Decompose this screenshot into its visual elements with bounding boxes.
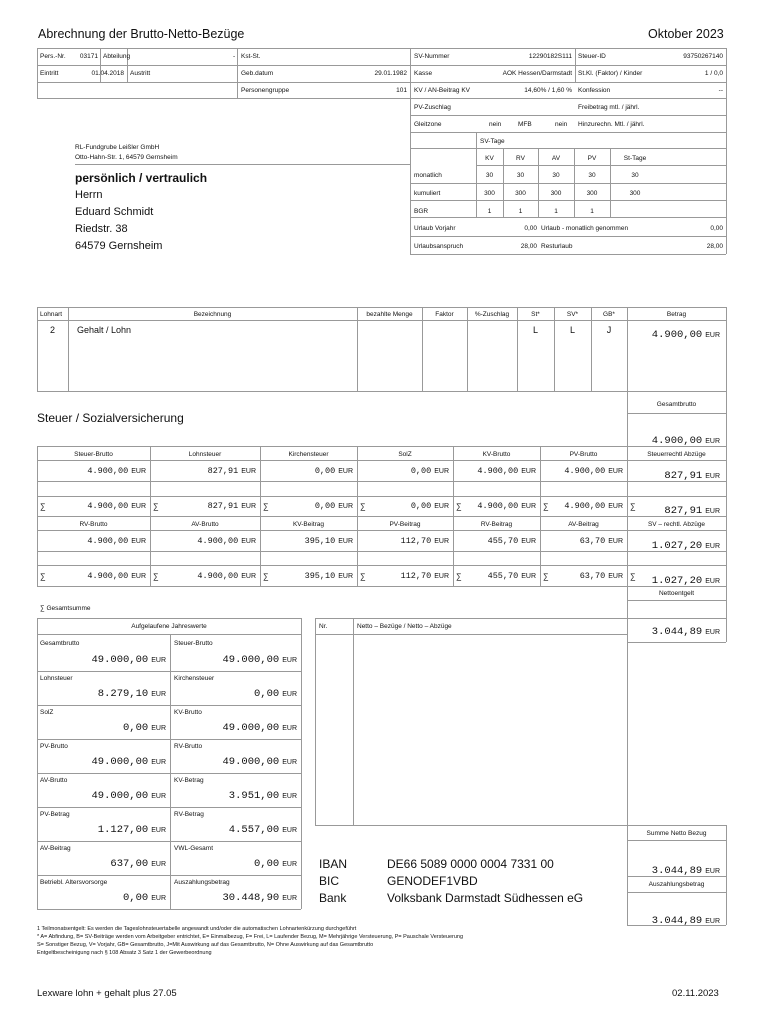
mfb: nein bbox=[555, 121, 568, 128]
value-text: 49.000,00 bbox=[91, 790, 149, 802]
value-text: 4.900,00 bbox=[87, 501, 129, 511]
sigma-icon: ∑ bbox=[456, 572, 462, 581]
currency-label: EUR bbox=[282, 793, 297, 800]
pv-zuschlag-label: PV-Zuschlag bbox=[414, 104, 451, 111]
sv-header: AV-Brutto bbox=[191, 521, 219, 528]
jahreswert-value bbox=[40, 824, 166, 836]
netto-bezuege-header: Netto – Bezüge / Netto – Abzüge bbox=[357, 623, 452, 630]
value-text: 0,00 bbox=[410, 466, 432, 476]
jahreswert-label: KV-Betrag bbox=[174, 777, 204, 784]
stkl-label: St.Kl. (Faktor) / Kinder bbox=[578, 70, 643, 77]
jahreswert-value bbox=[174, 688, 297, 700]
steuer-header: Steuer-Brutto bbox=[74, 451, 113, 458]
resturlaub: 28,00 bbox=[706, 243, 723, 250]
sv-value bbox=[263, 536, 353, 546]
lohn-header-faktor: Faktor bbox=[435, 311, 454, 318]
resturlaub-label: Resturlaub bbox=[541, 243, 573, 250]
jahreswert-label: VWL-Gesamt bbox=[174, 845, 214, 852]
jahreswert-value bbox=[174, 756, 297, 768]
sv-col-kv: KV bbox=[485, 155, 494, 162]
value-text: 4.900,00 bbox=[564, 501, 606, 511]
jahreswert-label: Steuer-Brutto bbox=[174, 640, 213, 647]
jahreswert-label: Gesamtbrutto bbox=[40, 640, 80, 647]
sv-value bbox=[360, 536, 449, 546]
sv-row-value: 30 bbox=[631, 172, 639, 179]
jahreswert-value bbox=[40, 790, 166, 802]
sv-row-value: 300 bbox=[586, 190, 598, 197]
sigma-icon: ∑ bbox=[263, 502, 269, 511]
sv-row-value: 30 bbox=[552, 172, 560, 179]
lohn-header-zuschlag: %-Zuschlag bbox=[474, 311, 510, 318]
value-text: 4.900,00 bbox=[197, 571, 239, 581]
steuer-section-title: Steuer / Sozialversicherung bbox=[37, 411, 184, 425]
jahreswert-label: KV-Brutto bbox=[174, 709, 202, 716]
gesamtbrutto-label: Gesamtbrutto bbox=[656, 401, 697, 408]
gebdatum: 29.01.1982 bbox=[374, 70, 407, 77]
value-text: 827,91 bbox=[207, 466, 239, 476]
sigma-icon: ∑ bbox=[40, 502, 46, 511]
value-text: 0,00 bbox=[123, 722, 149, 734]
kasse-label: Kasse bbox=[414, 70, 433, 77]
summe-netto bbox=[630, 860, 720, 878]
value-text: 4.900,00 bbox=[87, 536, 129, 546]
jahreswert-label: Betriebl. Altersvorsorge bbox=[40, 879, 108, 886]
jahreswert-label: Kirchensteuer bbox=[174, 675, 215, 682]
currency-label: EUR bbox=[131, 468, 146, 475]
stkl: 1 / 0,0 bbox=[704, 70, 723, 77]
sv-value bbox=[40, 536, 146, 546]
jahreswert-value bbox=[40, 654, 166, 666]
sigma-icon: ∑ bbox=[153, 572, 159, 581]
currency-label: EUR bbox=[282, 691, 297, 698]
sv-header: RV-Beitrag bbox=[480, 521, 513, 528]
salutation: Herrn bbox=[75, 189, 103, 201]
steuer-sum bbox=[370, 501, 449, 511]
jahreswert-value bbox=[174, 790, 297, 802]
lohn-header-lohnart: Lohnart bbox=[40, 311, 63, 318]
value-text: 4.900,00 bbox=[87, 466, 129, 476]
eintritt-label: Eintritt bbox=[40, 70, 59, 77]
iban: DE66 5089 0000 0004 7331 00 bbox=[387, 857, 554, 871]
currency-label: EUR bbox=[705, 629, 720, 636]
steuer-sum bbox=[273, 501, 353, 511]
value-text: 827,91 bbox=[207, 501, 239, 511]
nettoentgelt bbox=[630, 621, 720, 639]
kv-label: KV / AN-Beitrag KV bbox=[414, 87, 470, 94]
recipient-street: Riedstr. 38 bbox=[75, 223, 128, 235]
urlaubsanspruch-label: Urlaubsanspruch bbox=[414, 243, 464, 250]
sv-col-st-tage: St-Tage bbox=[623, 155, 647, 162]
lohn-header-bezeichnung: Bezeichnung bbox=[193, 311, 232, 318]
steuer-id: 93750267140 bbox=[683, 53, 723, 60]
currency-label: EUR bbox=[521, 538, 536, 545]
jahreswert-value bbox=[40, 756, 166, 768]
sv-sum bbox=[50, 571, 146, 581]
currency-label: EUR bbox=[151, 759, 166, 766]
currency-label: EUR bbox=[282, 725, 297, 732]
sigma-icon: ∑ bbox=[630, 502, 636, 511]
sv-row-label: monatlich bbox=[414, 172, 442, 179]
sv-row-value: 30 bbox=[485, 172, 494, 179]
bic-label: BIC bbox=[319, 874, 340, 888]
currency-label: EUR bbox=[282, 861, 297, 868]
sv-value bbox=[153, 536, 256, 546]
sv-header: RV-Brutto bbox=[79, 521, 108, 528]
kasse: AOK Hessen/Darmstadt bbox=[502, 70, 572, 77]
lohn-header-gb: GB* bbox=[603, 311, 615, 318]
lohn-row-st: L bbox=[532, 325, 538, 335]
jahreswert-value bbox=[174, 892, 297, 904]
value-text: 49.000,00 bbox=[91, 654, 149, 666]
eintritt: 01.04.2018 bbox=[91, 70, 124, 77]
jahreswert-label: Lohnsteuer bbox=[40, 675, 73, 682]
sv-value bbox=[543, 536, 623, 546]
sv-row-value: 300 bbox=[484, 190, 495, 197]
value-text: 3.044,89 bbox=[651, 626, 703, 638]
currency-label: EUR bbox=[241, 573, 256, 580]
jahreswert-label: PV-Brutto bbox=[40, 743, 68, 750]
steuer-header: Kirchensteuer bbox=[288, 451, 329, 458]
currency-label: EUR bbox=[705, 918, 720, 925]
currency-label: EUR bbox=[705, 438, 720, 445]
value-text: 395,10 bbox=[304, 536, 336, 546]
sv-row-value: 1 bbox=[554, 208, 558, 215]
steuer-sum bbox=[50, 501, 146, 511]
value-text: 637,00 bbox=[110, 858, 149, 870]
sigma-icon: ∑ bbox=[40, 572, 46, 581]
value-text: 0,00 bbox=[314, 466, 336, 476]
sigma-icon: ∑ bbox=[543, 502, 549, 511]
currency-label: EUR bbox=[151, 657, 166, 664]
sv-row-value: 300 bbox=[550, 190, 562, 197]
sv-value bbox=[456, 536, 536, 546]
value-text: 112,70 bbox=[400, 571, 432, 581]
urlaub-genommen-label: Urlaub - monatlich genommen bbox=[541, 225, 629, 232]
sv-row-value: 1 bbox=[590, 208, 594, 215]
steuer-header: PV-Brutto bbox=[569, 451, 598, 458]
currency-label: EUR bbox=[282, 657, 297, 664]
value-text: 0,00 bbox=[123, 892, 149, 904]
sigma-icon: ∑ bbox=[153, 502, 159, 511]
sv-sum bbox=[370, 571, 449, 581]
sv-row-value: 30 bbox=[516, 172, 525, 179]
value-text: 0,00 bbox=[410, 501, 432, 511]
jahreswert-value bbox=[40, 722, 166, 734]
sv-sum-total bbox=[640, 570, 720, 588]
value-text: 0,00 bbox=[254, 688, 280, 700]
sigma-icon: ∑ bbox=[360, 572, 366, 581]
currency-label: EUR bbox=[282, 759, 297, 766]
lohn-header-betrag: Betrag bbox=[666, 311, 687, 318]
sv-header: SV – rechtl. Abzüge bbox=[647, 521, 706, 528]
jahreswert-value bbox=[40, 688, 166, 700]
jahreswert-value bbox=[174, 722, 297, 734]
steuer-id-label: Steuer-ID bbox=[578, 53, 606, 60]
lohn-row-lohnart: 2 bbox=[49, 325, 55, 335]
sv-row-value: 1 bbox=[487, 208, 492, 215]
currency-label: EUR bbox=[282, 895, 297, 902]
summe-netto-label: Summe Netto Bezug bbox=[646, 830, 707, 837]
bank-label: Bank bbox=[319, 891, 347, 905]
jahreswert-label: RV-Betrag bbox=[174, 811, 204, 818]
value-text: 30.448,90 bbox=[222, 892, 280, 904]
currency-label: EUR bbox=[338, 468, 353, 475]
hinzurechn-label: Hinzurechn. Mtl. / jährl. bbox=[578, 121, 645, 128]
print-date: 02.11.2023 bbox=[672, 988, 719, 999]
pers-nr-label: Pers.-Nr. bbox=[40, 53, 66, 60]
sv-col-av: AV bbox=[551, 155, 561, 162]
currency-label: EUR bbox=[151, 691, 166, 698]
value-text: 4.900,00 bbox=[477, 501, 519, 511]
lohn-row-bezeichnung: Gehalt / Lohn bbox=[77, 325, 132, 335]
sv-row-value: 1 bbox=[518, 208, 523, 215]
jahreswert-label: SolZ bbox=[40, 709, 54, 716]
currency-label: EUR bbox=[151, 895, 166, 902]
jahreswert-value bbox=[174, 654, 297, 666]
sv-row-label: kumuliert bbox=[414, 190, 441, 197]
jahreswert-label: PV-Betrag bbox=[40, 811, 70, 818]
lohn-header-menge: bezahlte Menge bbox=[366, 311, 413, 318]
currency-label: EUR bbox=[608, 573, 623, 580]
currency-label: EUR bbox=[131, 573, 146, 580]
currency-label: EUR bbox=[282, 827, 297, 834]
value-text: 63,70 bbox=[579, 536, 606, 546]
value-text: 4.557,00 bbox=[228, 824, 280, 836]
steuer-value bbox=[543, 466, 623, 476]
lohn-row-gb: J bbox=[606, 325, 612, 335]
sv-row-value: 300 bbox=[629, 190, 641, 197]
jahreswert-value bbox=[40, 892, 166, 904]
jahreswert-label: RV-Brutto bbox=[174, 743, 203, 750]
value-text: 3.044,89 bbox=[651, 915, 703, 927]
steuer-value bbox=[456, 466, 536, 476]
netto-nr-header: Nr. bbox=[319, 623, 328, 630]
auszahlungsbetrag bbox=[630, 910, 720, 928]
currency-label: EUR bbox=[338, 538, 353, 545]
steuer-value bbox=[263, 466, 353, 476]
currency-label: EUR bbox=[705, 473, 720, 480]
steuer-value bbox=[153, 466, 256, 476]
sv-sum bbox=[553, 571, 623, 581]
value-text: 1.027,20 bbox=[651, 540, 703, 552]
sv-nummer: 12290182S111 bbox=[528, 53, 572, 60]
sv-rechtl-abzuege bbox=[630, 535, 720, 553]
value-text: 63,70 bbox=[579, 571, 606, 581]
jahreswert-label: AV-Beitrag bbox=[40, 845, 71, 852]
value-text: 49.000,00 bbox=[222, 654, 280, 666]
value-text: 3.044,89 bbox=[651, 865, 703, 877]
value-text: 455,70 bbox=[487, 536, 519, 546]
steuer-sum bbox=[163, 501, 256, 511]
value-text: 0,00 bbox=[254, 858, 280, 870]
gesamtbrutto-value: 4.900,00 bbox=[651, 435, 703, 447]
value-text: 112,70 bbox=[400, 536, 432, 546]
software-label: Lexware lohn + gehalt plus 27.05 bbox=[37, 988, 177, 999]
currency-label: EUR bbox=[151, 827, 166, 834]
currency-label: EUR bbox=[434, 503, 449, 510]
konfession-label: Konfession bbox=[578, 87, 611, 94]
currency-label: EUR bbox=[151, 861, 166, 868]
value-text: 1.127,00 bbox=[97, 824, 149, 836]
currency-label: EUR bbox=[608, 503, 623, 510]
currency-label: EUR bbox=[151, 793, 166, 800]
footnote-line: Entgeltbescheinigung nach § 108 Absatz 3 Satz 1 der Gewerbeordnung bbox=[37, 950, 212, 956]
steuer-sum-total bbox=[640, 500, 720, 518]
urlaub-vorjahr-label: Urlaub Vorjahr bbox=[414, 225, 456, 232]
sender-line2: Otto-Hahn-Str. 1, 64579 Gernsheim bbox=[75, 154, 178, 161]
personengruppe-label: Personengruppe bbox=[241, 87, 290, 94]
lohn-row-betrag bbox=[630, 324, 720, 342]
sv-col-pv: PV bbox=[587, 155, 597, 162]
sender-line1: RL-Fundgrube Leißler GmbH bbox=[75, 144, 160, 151]
steuer-header: Steuerrechtl Abzüge bbox=[647, 451, 706, 458]
sv-sum bbox=[273, 571, 353, 581]
currency-label: EUR bbox=[608, 538, 623, 545]
value-text: 4.900,00 bbox=[87, 571, 129, 581]
austritt-label: Austritt bbox=[130, 70, 151, 77]
footnote-line: S= Sonstiger Bezug, V= Vorjahr, GB= Gesamtbrutto, J=Mit Auswirkung auf das Gesamtbrutto, N= Ohne Auswirkung auf das Gesamtbrutto bbox=[37, 942, 374, 948]
sigma-icon: ∑ bbox=[543, 572, 549, 581]
period: Oktober 2023 bbox=[648, 27, 724, 41]
sv-sum bbox=[466, 571, 536, 581]
currency-label: EUR bbox=[241, 538, 256, 545]
jahreswert-value bbox=[174, 858, 297, 870]
currency-label: EUR bbox=[131, 503, 146, 510]
document-title: Abrechnung der Brutto-Netto-Bezüge bbox=[38, 27, 245, 41]
currency-label: EUR bbox=[241, 468, 256, 475]
gebdatum-label: Geb.datum bbox=[241, 70, 274, 77]
lohn-row-sv: L bbox=[569, 325, 575, 335]
sv-col-rv: RV bbox=[516, 155, 525, 162]
currency-label: EUR bbox=[521, 573, 536, 580]
sigma-icon: ∑ bbox=[456, 502, 462, 511]
currency-label: EUR bbox=[338, 573, 353, 580]
currency-label: EUR bbox=[705, 543, 720, 550]
sv-header: PV-Beitrag bbox=[389, 521, 421, 528]
footnote-line: * A= Abfindung, B= SV-Beiträge werden vom Arbeitgeber entrichtet, E= Einmalbezug, F= Frei, L= Laufender Bezug, M= Mehrjährige Versteuerung, P= Pauschale Versteuerung bbox=[37, 934, 464, 940]
kv-value: 14,60% / 1,60 % bbox=[524, 87, 572, 94]
value-text: 455,70 bbox=[487, 571, 519, 581]
value-text: 49.000,00 bbox=[91, 756, 149, 768]
personengruppe: 101 bbox=[396, 87, 407, 94]
currency-label: EUR bbox=[521, 503, 536, 510]
value-text: 827,91 bbox=[664, 470, 703, 482]
currency-label: EUR bbox=[705, 508, 720, 515]
value-text: 49.000,00 bbox=[222, 722, 280, 734]
freibetrag-label: Freibetrag mtl. / jährl. bbox=[578, 104, 640, 111]
recipient-name: Eduard Schmidt bbox=[75, 206, 154, 218]
steuer-sum bbox=[466, 501, 536, 511]
sigma-icon: ∑ bbox=[630, 572, 636, 581]
iban-label: IBAN bbox=[319, 857, 348, 871]
jahreswert-value bbox=[174, 824, 297, 836]
gleitzone: nein bbox=[489, 121, 502, 128]
steuer-header: KV-Brutto bbox=[482, 451, 511, 458]
value-text: 4.900,00 bbox=[564, 466, 606, 476]
sv-tage-label: SV-Tage bbox=[480, 138, 505, 145]
currency-label: EUR bbox=[434, 468, 449, 475]
abteilung-label: Abteilung bbox=[103, 53, 131, 60]
sv-sum bbox=[163, 571, 256, 581]
sigma-icon: ∑ bbox=[360, 502, 366, 511]
urlaubsanspruch: 28,00 bbox=[520, 243, 537, 250]
value-text: 4.900,00 bbox=[197, 536, 239, 546]
konfession: -- bbox=[718, 87, 723, 94]
jahreswert-label: AV-Brutto bbox=[40, 777, 68, 784]
value-text: 8.279,10 bbox=[97, 688, 149, 700]
lohn-header-sv: SV* bbox=[566, 311, 579, 318]
pers-nr: 03171 bbox=[79, 53, 98, 60]
steuer-sum bbox=[553, 501, 623, 511]
steuerrechtl-abzuege bbox=[630, 465, 720, 483]
jahreswert-label: Auszahlungsbetrag bbox=[174, 879, 230, 886]
gleitzone-label: Gleitzone bbox=[414, 121, 442, 128]
nettoentgelt-label: Nettoentgelt bbox=[658, 590, 695, 597]
confidential-note: persönlich / vertraulich bbox=[75, 171, 208, 185]
sigma-icon: ∑ bbox=[263, 572, 269, 581]
value-text: 0,00 bbox=[314, 501, 336, 511]
value-text: 827,91 bbox=[664, 505, 703, 517]
value-text: 395,10 bbox=[304, 571, 336, 581]
currency-label: EUR bbox=[338, 503, 353, 510]
abteilung: - bbox=[233, 53, 236, 60]
jahreswerte-title: Aufgelaufene Jahreswerte bbox=[131, 623, 207, 630]
mfb-label: MFB bbox=[518, 121, 532, 128]
sv-row-value: 30 bbox=[588, 172, 596, 179]
kst-label: Kst-St. bbox=[241, 53, 261, 60]
urlaub-vorjahr: 0,00 bbox=[524, 225, 537, 232]
value-text: 4.900,00 bbox=[477, 466, 519, 476]
currency-label: EUR bbox=[241, 503, 256, 510]
value-text: 49.000,00 bbox=[222, 756, 280, 768]
currency-label: EUR bbox=[151, 725, 166, 732]
currency-label: EUR bbox=[434, 573, 449, 580]
gesamtsumme-label: ∑ Gesamtsumme bbox=[40, 605, 91, 612]
currency-label: EUR bbox=[705, 332, 720, 339]
value-text: 3.951,00 bbox=[228, 790, 280, 802]
steuer-value bbox=[360, 466, 449, 476]
currency-label: EUR bbox=[705, 578, 720, 585]
sv-header: AV-Beitrag bbox=[568, 521, 599, 528]
value-text: 1.027,20 bbox=[651, 575, 703, 587]
sv-row-label: BGR bbox=[414, 208, 429, 215]
footnote-line: 1 Teilmonatsentgelt: Es werden die Tageslohnsteuertabelle angewandt und/oder die automatischen Lohnartenkürzung durchgeführt bbox=[37, 926, 357, 932]
recipient-city: 64579 Gernsheim bbox=[75, 240, 163, 252]
currency-label: EUR bbox=[521, 468, 536, 475]
steuer-value bbox=[40, 466, 146, 476]
currency-label: EUR bbox=[131, 538, 146, 545]
bank-name: Volksbank Darmstadt Südhessen eG bbox=[387, 891, 584, 905]
currency-label: EUR bbox=[705, 868, 720, 875]
currency-label: EUR bbox=[434, 538, 449, 545]
sv-header: KV-Beitrag bbox=[292, 521, 325, 528]
sv-row-value: 300 bbox=[515, 190, 526, 197]
urlaub-genommen: 0,00 bbox=[710, 225, 723, 232]
currency-label: EUR bbox=[608, 468, 623, 475]
steuer-header: Lohnsteuer bbox=[188, 451, 222, 458]
sv-nummer-label: SV-Nummer bbox=[414, 53, 450, 60]
jahreswert-value bbox=[40, 858, 166, 870]
bic: GENODEF1VBD bbox=[387, 874, 478, 888]
lohn-row-betrag-value: 4.900,00 bbox=[651, 329, 703, 341]
steuer-header: SolZ bbox=[398, 451, 412, 458]
lohn-header-st: St* bbox=[531, 311, 540, 318]
auszahlung-label: Auszahlungsbetrag bbox=[648, 881, 705, 888]
